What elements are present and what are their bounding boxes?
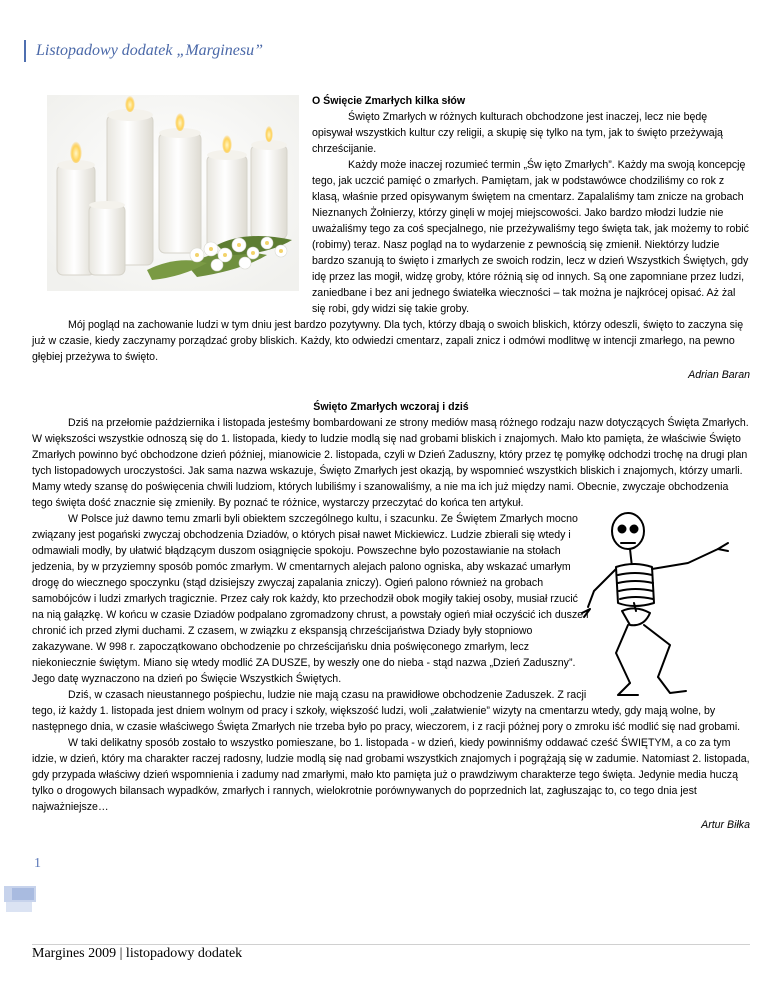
article2-paragraph: Dziś na przełomie października i listopada jesteśmy bombardowani ze strony mediów masą różnego rodzaju nazw dotyczących Święta Zmarłych. W większości wszystkie odnoszą się do 1. listopada, kiedy to ludzie modlą się nad grobami bliskich i znajomych. Mało kto pamięta, że właściwie Święto Zmarłych powinno być obchodzone dzień później, mianowicie 2. listopada, czyli w Dzień Zaduszny, który przez tę pomyłkę odchodzi trochę na drugi plan tych listopadowych uroczystości. Jak sama nazwa wskazuje, Święto Zmarłych jest okazją, by wspomnieć wszystkich bliskich i znajomych, którzy umarli. Mamy wtedy szansę do poświęcenia chwili ludziom, których lubiliśmy i szanowaliśmy, a nie ma ich już między nami. Obecnie, zwyczaje obchodzenia tego święta dość znacznie się zmieniły. By poznać te różnice, wystarczy przeczytać do końca ten artykuł. [32,417,749,509]
candles-photo [47,95,299,291]
article2-paragraph: W taki delikatny sposób zostało to wszystko pomieszane, bo 1. listopada - w dzień, kiedy powinniśmy oddawać cześć ŚWIĘTYM, a co za tym idzie, w dzień, który ma charakter raczej radosny, ludzie modlą się nad grobami wszystkich znajomych i pogrążają się w zadumie. Natomiast 2. listopada, gdy przypada właściwy dzień wspomnienia i zadumy nad zmarłymi, mało kto pamięta już o prawdziwym charakterze tego święta. Jedynie media huczą tylko o drogowych bilansach wypadków, zmarłych i rannych, wielokrotnie porównywanych do poprzednich lat, zagłuszając to, co tego dnia jest najważniejsze… [32,737,750,813]
side-decoration [0,902,36,912]
article1-paragraph: Święto Zmarłych w różnych kulturach obchodzone jest inaczej, lecz nie będę opisywał wszystkich kultur czy religii, a skupię się tylko na tym, jak to święto przeżywają chrześcijanie. [312,111,723,155]
page-number: 1 [34,856,41,871]
side-decoration [4,886,40,902]
article1-title: O Święcie Zmarłych kilka słów [312,95,466,107]
article2-title: Święto Zmarłych wczoraj i dziś [313,401,469,413]
article2-author: Artur Biłka [701,819,750,831]
article1-author: Adrian Baran [688,369,750,381]
article2-paragraph: W Polsce już dawno temu zmarli byli obiektem szczególnego kultu, i szacunku. Ze Świętem Zmarłych mocno związany jest pogański zwyczaj obchodzenia Dziadów, o których pisał nawet Mickiewicz. Ludzie zbierali się wtedy i odmawiali modły, by ułatwić błądzącym duszom osiągnięcie spokoju. Powszechne było pozostawianie na stołach jedzenia, by w przyziemny sposób pomóc zmarłym. W cmentarnych alejach palono ogniska, aby wskazać umarłym drogę do wiecznego spoczynku (stąd dzisiejszy zwyczaj zapalania zniczy). Ogień palono również na grobach samobójców i ludzi zmarłych tragicznie. Przez cały rok każdy, kto przechodził obok mogiły takiej osoby, musiał rzucić na nią gałązkę. W końcu w czasie Dziadów podpalano zgromadzony chrust, a powstały ogień miał oczyścić ich dusze i chronić ich przed złymi duchami. Z czasem, w związku z ekspansją chrześcijaństwa Dziady były stopniowo zakazywane. W 998 r. zapoczątkowano obchodzenie po chrześcijańsku dnia poświęconego zmarłym, lecz niekoniecznie świętym. Miano się wtedy modlić ZA DUSZE, by weszły one do nieba - stąd nazwa „Dzień Zaduszny”. Jego datę wyznaczono na dzień po Święcie Wszystkich Świętych. [32,513,589,685]
footer-divider [32,944,750,945]
running-header: Listopadowy dodatek „Marginesu” [24,40,263,62]
article1-paragraph: Mój pogląd na zachowanie ludzi w tym dniu jest bardzo pozytywny. Dla tych, którzy dbają o swoich bliskich, którzy odeszli, święto to zaczyna się już w czasie, kiedy zaczynamy porządzać groby bliskich. Każdy, kto odwiedzi cmentarz, zapali znicz i odmówi modlitwę w intencji zmarłego, na pewno głębiej przeżywa to święto. [32,319,744,363]
article2-paragraph: Dziś, w czasach nieustannego pośpiechu, ludzie nie mają czasu na prawidłowe obchodzenie Zaduszek. Z racji tego, iż każdy 1. listopada jest dniem wolnym od pracy i szkoły, większość ludzi, woli „załatwienie” wizyty na cmentarzu wtedy, gdy mają wolne, by następnego dnia, w czasie właściwego Święta Zmarłych nie trzeba było po pracy, wieczorem, i z racji póżnej pory o zmroku iść modlić się nad grobami. [32,689,741,733]
page-footer: Margines 2009 | listopadowy dodatek [32,946,243,961]
skeleton-illustration [578,505,738,700]
article1-paragraph: Każdy może inaczej rozumieć termin „Św ięto Zmarłych”. Każdy ma swoją koncepcję tego, jak uczcić pamięć o zmarłych. Pamiętam, jak w podstawówce chodziliśmy co rok z klasą, właśnie przed opisywanym świętem na cmentarz. Zapalaliśmy tam znicze na grobach Nieznanych Żołnierzy, którzy ginęli w mojej miejscowości. Jako bardzo młodzi ludzie nie uważaliśmy tego za coś specjalnego, nie przeżywaliśmy tego święta tak, jak możemy to robić (robimy) teraz. Nasz pogląd na to wydarzenie z pewnością się zmienił. Niektórzy ludzie bardzo szanują to święto i zmarłych ze swoich rodzin, lecz w dzień Wszystkich Świętych, gdy idę przez las mogił, widzę groby, które różnią się od innych. Są one zapomniane przez ludzi, zaniedbane i bez ani jednego światełka wieczności – tak można je najkrócej opisać. Aż żal się robi, gdy widzi się takie groby. [312,159,749,315]
